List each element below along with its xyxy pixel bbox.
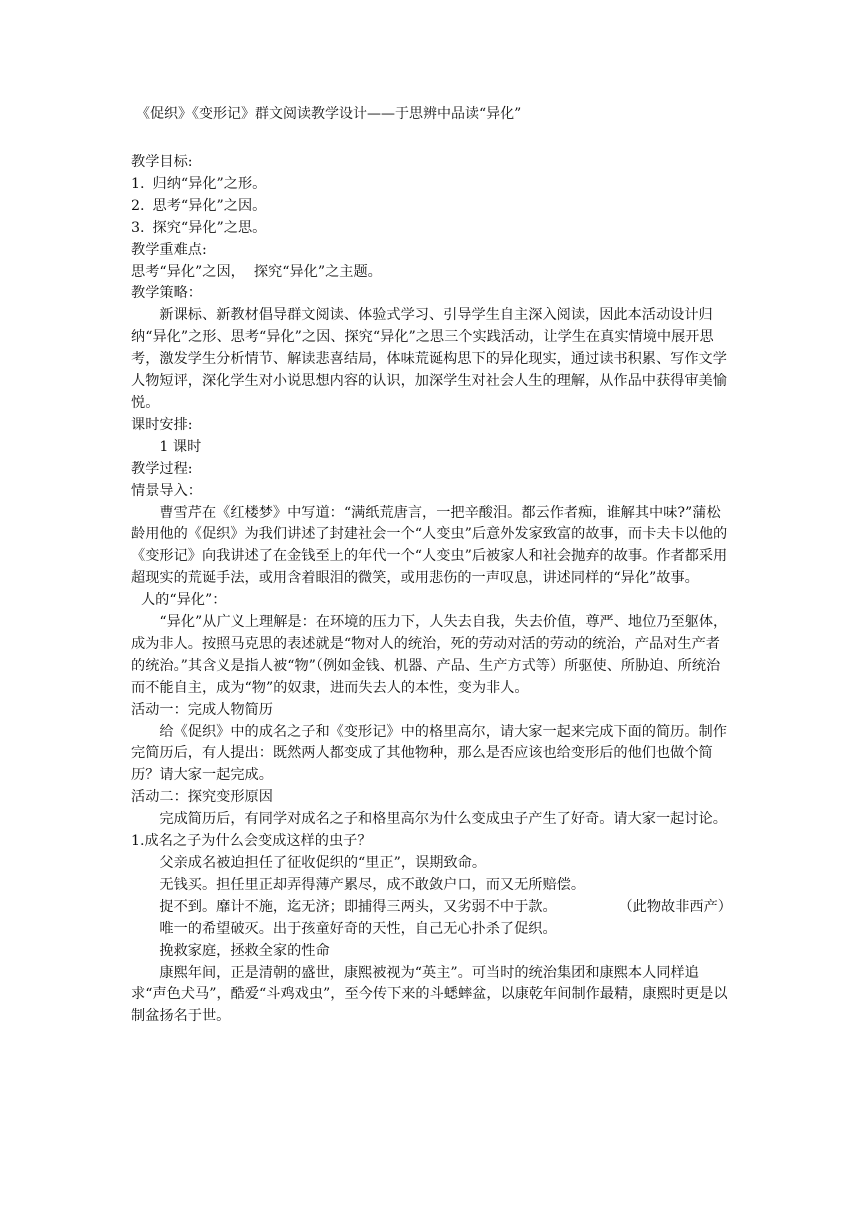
intro-paragraph: 曹雪芹在《红楼梦》中写道：“满纸荒唐言，一把辛酸泪。都云作者痴，谁解其中味?”蒲松龄用他的《促织》为我们讲述了封建社会一个“人变虫”后意外发家致富的故事，而卡夫卡以他的《变形记》向我讲述了在金钱至上的年代一个“人变虫”后被家人和社会抛弃的故事。作者都采用超现实的荒诞手法，或用含着眼泪的微笑，或用悲伤的一声叹息，讲述同样的“异化”故事。 bbox=[131, 504, 728, 587]
goal-number: 2. bbox=[131, 197, 145, 214]
activity1-paragraph: 给《促织》中的成名之子和《变形记》中的格里高尔，请大家一起来完成下面的简历。制作完简历后，有人提出：既然两人都变成了其他物种，那么是否应该也给变形后的他们也做个简历？请大家一起完成。 bbox=[131, 723, 727, 784]
goal-item bbox=[131, 218, 732, 240]
goal-number: 3. bbox=[131, 219, 145, 236]
schedule-heading: 课时安排: bbox=[131, 416, 193, 433]
intro-heading: 情景导入： bbox=[131, 482, 202, 499]
reason-note: （此物故非西产） bbox=[618, 898, 732, 915]
reason-item: 挽救家庭，拯救全家的性命 bbox=[159, 942, 330, 959]
reason-item: 唯一的希望破灭。出于孩童好奇的天性，自己无心扑杀了促织。 bbox=[159, 920, 557, 937]
document-title: 《促织》《变形记》群文阅读教学设计——于思辨中品读“异化” bbox=[136, 106, 522, 122]
goal-text: 归纳“异化”之形。 bbox=[152, 175, 267, 192]
alienation-heading: 人的“异化”： bbox=[140, 592, 227, 609]
question-1: 1.成名之子为什么会变成这样的虫子？ bbox=[131, 833, 372, 850]
goals-heading: 教学目标: bbox=[131, 154, 193, 170]
alienation-paragraph: “异化”从广义上理解是：在环境的压力下，人失去自我，失去价值，尊严、地位乃至躯体，成为非人。按照马克思的表述就是“物对人的统治，死的劳动对活的劳动的统治，产品对生产者的统治。”其含义是指人被“物”（例如金钱、机器、产品、生产方式等）所驱使、所胁迫、所统治而不能自主，成为“物”的奴隶，进而失去人的本性，变为非人。 bbox=[131, 614, 728, 696]
goal-item bbox=[131, 196, 732, 218]
goal-item bbox=[131, 174, 732, 196]
strategy-paragraph: 新课标、新教材倡导群文阅读、体验式学习、引导学生自主深入阅读，因此本活动设计归纳“异化”之形、思考“异化”之因、探究“异化”之思三个实践活动，让学生在真实情境中展开思考，激发学生分析情节、解读悲喜结局，体味荒诞构思下的异化现实，通过读书积累、写作文学人物短评，深化学生对小说思想内容的认识，加深学生对社会人生的理解，从作品中获得审美愉悦。 bbox=[131, 307, 727, 411]
document-body bbox=[131, 152, 732, 1028]
goal-text: 探究“异化”之思。 bbox=[152, 219, 267, 236]
activity1-heading: 活动一：完成人物简历 bbox=[131, 701, 273, 718]
kangxi-paragraph: 康熙年间，正是清朝的盛世，康熙被视为“英主”。可当时的统治集团和康熙本人同样追求“声色犬马”，酷爱“斗鸡戏虫”，至今传下来的斗蟋蟀盆，以康乾年间制作最精，康熙时更是以制盆扬名于世。 bbox=[131, 964, 728, 1025]
reason-item: 父亲成名被迫担任了征收促织的“里正”，误期致命。 bbox=[159, 855, 487, 871]
key-text: 思考“异化”之因， 探究“异化”之主题。 bbox=[131, 263, 382, 280]
goal-text: 思考“异化”之因。 bbox=[152, 197, 267, 214]
activity2-paragraph: 完成简历后，有同学对成名之子和格里高尔为什么变成虫子产生了好奇。请大家一起讨论。 bbox=[159, 811, 727, 828]
key-heading: 教学重难点: bbox=[131, 241, 207, 258]
strategy-heading: 教学策略： bbox=[131, 285, 202, 302]
process-heading: 教学过程: bbox=[131, 460, 193, 477]
schedule-text: 1 课时 bbox=[159, 438, 202, 455]
activity2-heading: 活动二：探究变形原因 bbox=[131, 789, 273, 806]
reason-item: 无钱买。担任里正却弄得薄产累尽，成不敢敛户口，而又无所赔偿。 bbox=[159, 876, 586, 893]
goal-number: 1. bbox=[131, 175, 145, 192]
reason-text: 捉不到。靡计不施，迄无济；即捕得三两头，又劣弱不中于款。 bbox=[159, 898, 557, 915]
reason-item bbox=[131, 897, 732, 919]
